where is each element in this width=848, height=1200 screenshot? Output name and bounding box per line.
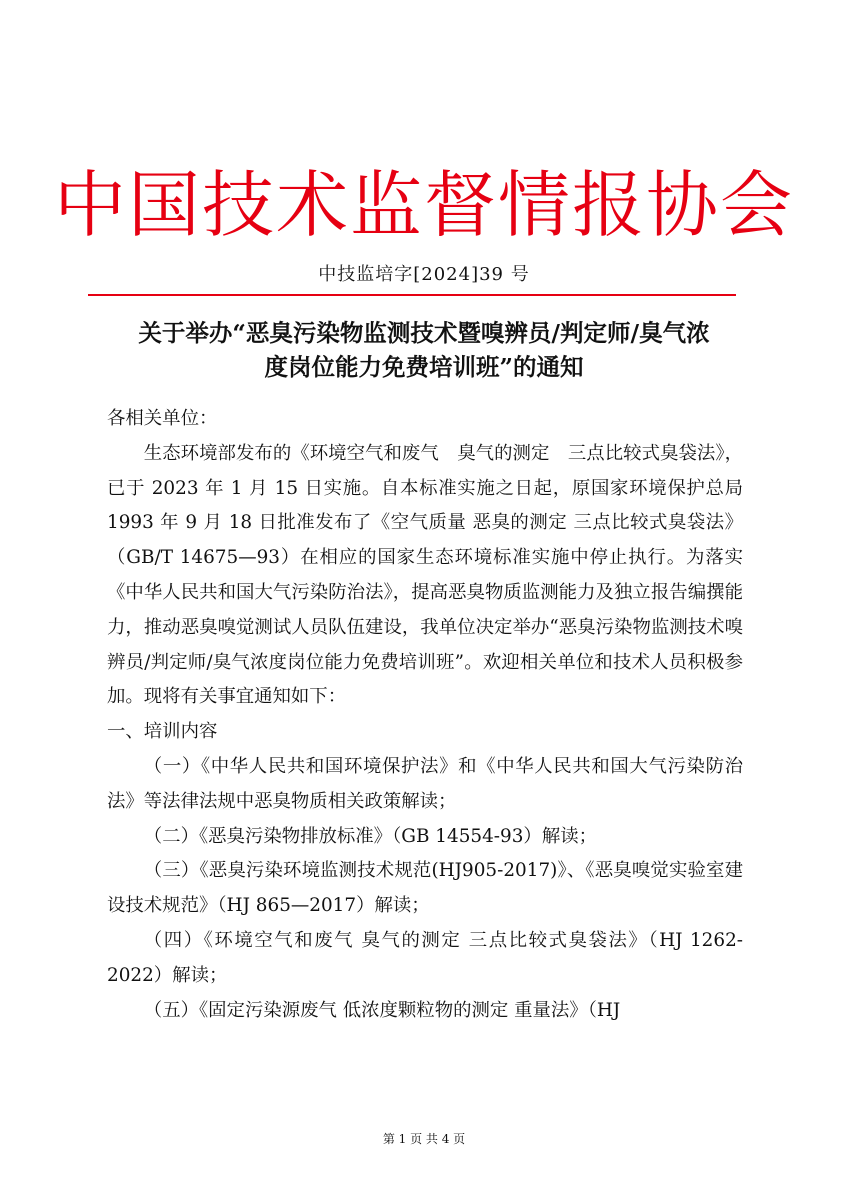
organization-letterhead: 中国技术监督情报协会 — [53, 163, 794, 247]
page-footer: 第 1 页 共 4 页 — [382, 1132, 466, 1146]
list-item: （五）《固定污染源废气 低浓度颗粒物的测定 重量法》（HJ — [143, 999, 621, 1021]
intro-paragraph: 生态环境部发布的《环境空气和废气 臭气的测定 三点比较式臭袋法》，已于 2023 年 1 月 15 日实施。自本标准实施之日起，原国家环境保护总局 1993 年 9 月 18 日批准发布了《空气质量 恶臭的测定 三点比较式臭袋法》（GB/T 14675—93）在相应的国家生态环境标准实施中停止执行。为落实《中华人民共和国大气污染防治法》，提高恶臭物质监测能力及独立报告编撰能力，推动恶臭嗅觉测试人员队伍建设，我单位决定举办“恶臭污染物监测技术嗅辨员/判定师/臭气浓度岗位能力免费培训班”。欢迎相关单位和技术人员积极参加。现将有关事宜通知如下： — [107, 442, 743, 708]
title-line-1: 关于举办“恶臭污染物监测技术暨嗅辨员/判定师/臭气浓 — [138, 319, 710, 347]
notice-title — [100, 316, 748, 384]
title-line-2: 度岗位能力免费培训班”的通知 — [264, 353, 584, 381]
document-number: 中技监培字[2024]39 号 — [318, 264, 530, 285]
section-heading-training-content: 一、培训内容 — [107, 721, 218, 743]
red-divider — [88, 294, 736, 296]
notice-body — [107, 402, 743, 1028]
list-item: （一）《中华人民共和国环境保护法》和《中华人民共和国大气污染防治法》等法律法规中恶臭物质相关政策解读； — [107, 755, 743, 812]
list-item: （三）《恶臭污染环境监测技术规范(HJ905-2017)》、《恶臭嗅觉实验室建设技术规范》（HJ 865—2017）解读； — [107, 860, 743, 917]
list-item: （二）《恶臭污染物排放标准》（GB 14554-93）解读； — [143, 825, 597, 847]
salutation: 各相关单位： — [107, 408, 218, 429]
list-item: （四）《环境空气和废气 臭气的测定 三点比较式臭袋法》（HJ 1262-2022）解读； — [107, 929, 743, 986]
